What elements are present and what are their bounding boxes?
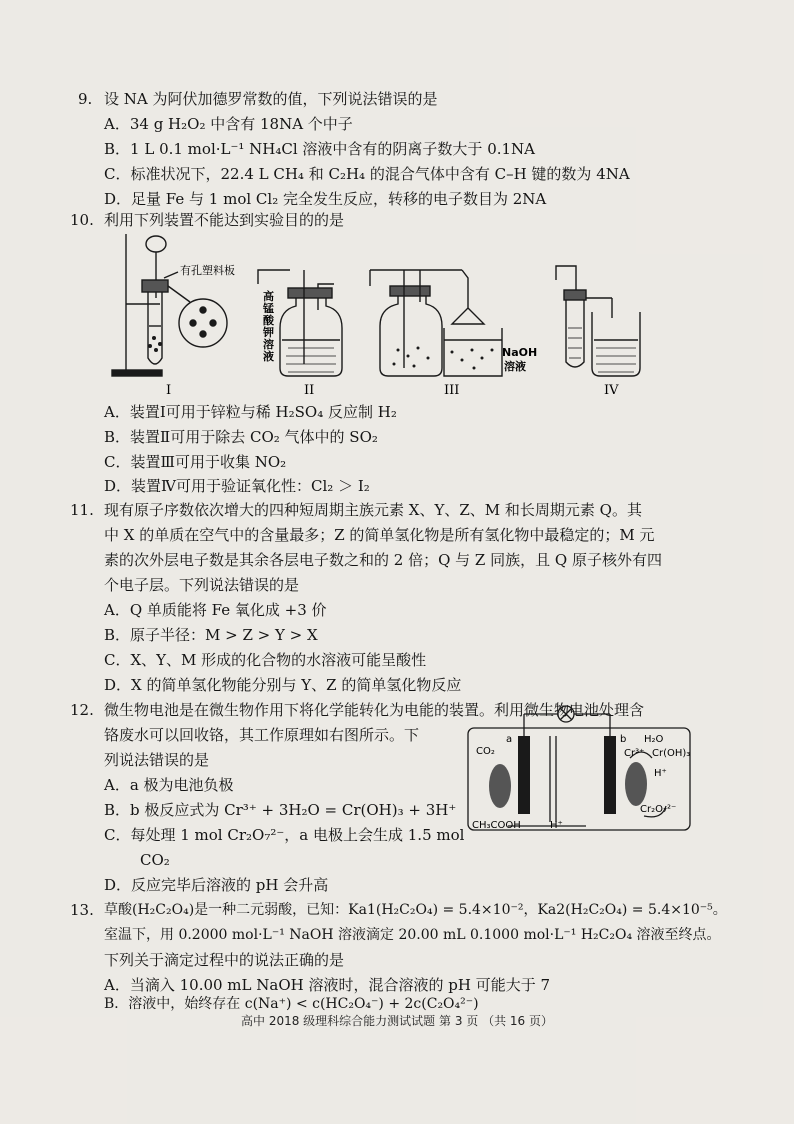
perforated-plate [179,299,227,347]
label-hplus-mid: H⁺ [550,820,563,831]
q11-stem-line-1: 现有原子序数依次增大的四种短周期主族元素 X、Y、Z、M 和长周期元素 Q。其 [104,501,642,519]
label-kmno4-0: 高 [263,290,274,303]
q9-option-d: D．足量 Fe 与 1 mol Cl₂ 完全发生反应，转移的电子数目为 2NA [104,190,547,208]
label-apparatus-2: II [304,383,315,398]
label-kmno4-5: 液 [263,350,274,363]
q12-stem-line-2: 铬废水可以回收铬，其工作原理如右图所示。下 [104,726,420,744]
inverted-funnel [452,290,484,324]
stopper-1 [142,280,168,292]
bottle-3 [380,296,442,376]
q10-option-b: B．装置Ⅱ可用于除去 CO₂ 气体中的 SO₂ [104,428,378,446]
q9-option-c: C．标准状况下，22.4 L CH₄ 和 C₂H₄ 的混合气体中含有 C–H 键的数为 4NA [104,165,630,183]
microbe-right [625,762,647,806]
q11-option-b: B．原子半径：M > Z > Y > X [104,626,318,644]
q12-option-c-cont: CO₂ [140,851,170,869]
label-croh3: Cr(OH)₃ [652,748,691,759]
q11-stem-line-3: 素的次外层电子数是其余各层电子数之和的 2 倍；Q 与 Z 同族，且 Q 原子核外有四 [104,551,662,569]
label-naoh-1: 溶液 [504,360,526,373]
label-apparatus-4: IV [604,383,619,398]
beaker-4 [592,312,640,376]
q11-stem-line-2: 中 X 的单质在空气中的含量最多；Z 的简单氢化物是所有氢化物中最稳定的；M 元 [104,526,655,544]
label-kmno4-3: 钾 [263,326,274,339]
label-a: a [506,734,513,745]
label-h2o: H₂O [644,734,664,745]
electrode-b [604,736,616,814]
q10-apparatus-figure [108,228,678,398]
q13-option-a: A．当滴入 10.00 mL NaOH 溶液时，混合溶液的 pH 可能大于 7 [104,976,551,994]
inlet-tube-2 [258,270,290,284]
label-perforated-plate: 有孔塑料板 [180,264,235,277]
label-b: b [620,734,627,745]
label-cr3: Cr³⁺ [624,748,645,759]
q9-number: 9. [78,90,93,108]
stand-base [112,370,162,376]
q12-stem-line-1: 微生物电池是在微生物作用下将化学能转化为电能的装置。利用微生物电池处理含 [104,701,645,719]
label-naoh-0: NaOH [502,346,538,359]
q12-stem-line-3: 列说法错误的是 [104,751,210,769]
q11-option-c: C．X、Y、M 形成的化合物的水溶液可能呈酸性 [104,651,427,669]
q9-stem: 设 NA 为阿伏加德罗常数的值，下列说法错误的是 [104,90,438,108]
q12-option-c: C．每处理 1 mol Cr₂O₇²⁻，a 电极上会生成 1.5 mol [104,826,465,844]
label-hplus: H⁺ [654,768,667,779]
q9-option-a: A．34 g H₂O₂ 中含有 18NA 个中子 [104,115,353,133]
label-kmno4-4: 溶 [263,338,274,351]
microbe-left [489,764,511,808]
q10-option-a: A．装置Ⅰ可用于锌粒与稀 H₂SO₄ 反应制 H₂ [104,403,397,421]
q13-option-b: B．溶液中，始终存在 c(Na⁺) < c(HC₂O₄⁻) + 2c(C₂O₄²⁻) [104,996,479,1012]
label-co2: CO₂ [476,746,495,757]
q10-stem: 利用下列装置不能达到实验目的的是 [104,211,345,229]
page-footer: 高中 2018 级理科综合能力测试试题 第 3 页 （共 16 页） [241,1014,553,1028]
q12-option-b: B．b 极反应式为 Cr³⁺ + 3H₂O = Cr(OH)₃ + 3H⁺ [104,801,457,819]
label-kmno4-1: 锰 [263,302,274,315]
label-ch3cooh: CH₃COOH [472,820,521,831]
q11-number: 11. [70,501,94,519]
q12-option-a: A．a 极为电池负极 [104,776,234,794]
electrode-a [518,736,530,814]
label-apparatus-3: III [444,383,460,398]
q12-option-d: D．反应完毕后溶液的 pH 会升高 [104,876,329,894]
q13-stem-line-2: 室温下，用 0.2000 mol·L⁻¹ NaOH 溶液滴定 20.00 mL 0.1000 mol·L⁻¹ H₂C₂O₄ 溶液至终点。 [104,927,721,943]
q9-option-b: B．1 L 0.1 mol·L⁻¹ NH₄Cl 溶液中含有的阴离子数大于 0.1NA [104,140,536,158]
q13-stem-line-3: 下列关于滴定过程中的说法正确的是 [104,951,345,969]
funnel-bulb [146,236,166,252]
test-tube-4 [566,300,584,367]
q13-stem-line-1: 草酸(H₂C₂O₄)是一种二元弱酸，已知：Ka1(H₂C₂O₄) = 5.4×10⁻²，Ka2(H₂C₂O₄) = 5.4×10⁻⁵。 [104,902,727,918]
q10-option-c: C．装置Ⅲ可用于收集 NO₂ [104,453,287,471]
q13-number: 13. [70,901,94,919]
q11-stem-line-4: 个电子层。下列说法错误的是 [104,576,300,594]
label-kmno4-2: 酸 [263,314,274,327]
q11-option-a: A．Q 单质能将 Fe 氧化成 +3 价 [104,601,327,619]
label-cr2o7: Cr₂O₇²⁻ [640,804,677,815]
test-tube-1 [148,292,162,364]
q12-number: 12. [70,701,94,719]
q10-number: 10. [70,211,94,229]
q11-option-d: D．X 的简单氢化物能分别与 Y、Z 的简单氢化物反应 [104,676,462,694]
label-apparatus-1: I [166,383,172,398]
q10-option-d: D．装置Ⅳ可用于验证氧化性：Cl₂ ＞ I₂ [104,477,370,495]
q12-microbial-cell-figure [466,702,692,834]
